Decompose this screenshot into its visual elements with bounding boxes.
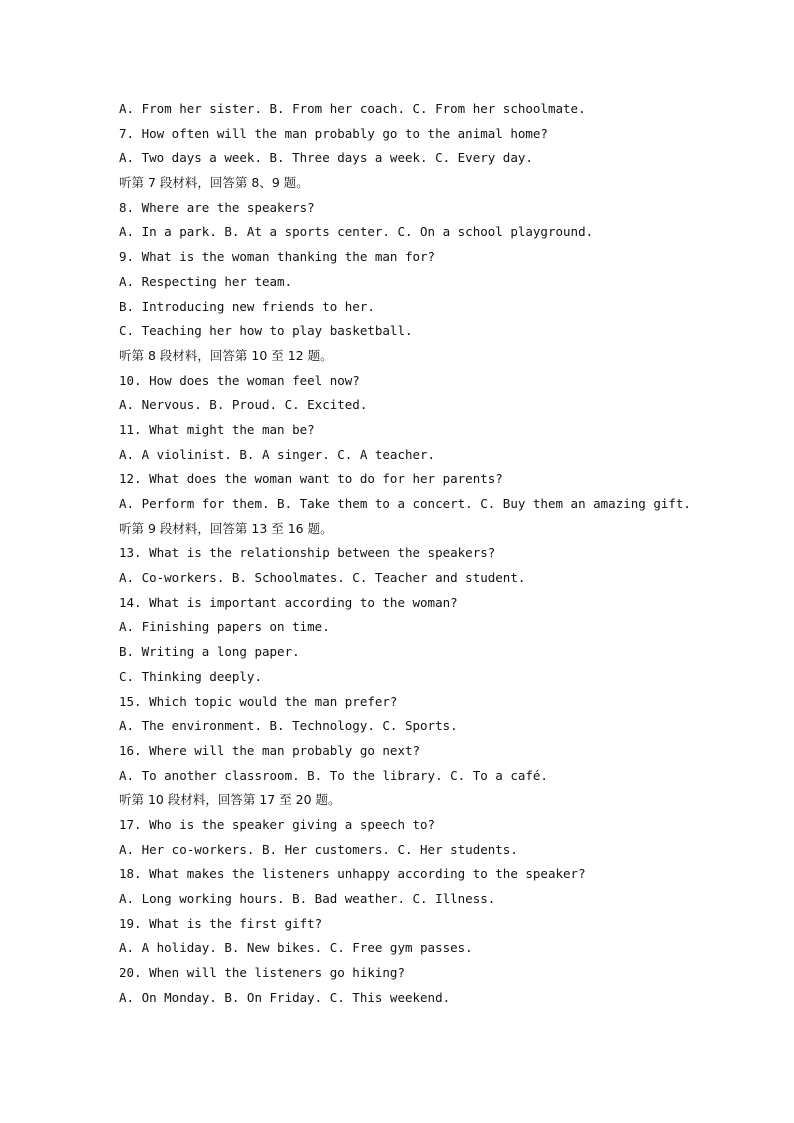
option-line: A. Nervous. B. Proud. C. Excited. — [119, 397, 368, 413]
option-line: A. Co-workers. B. Schoolmates. C. Teacher and student. — [119, 570, 526, 586]
option-line: A. The environment. B. Technology. C. Sports. — [119, 718, 458, 734]
option-line: A. Her co-workers. B. Her customers. C. Her students. — [119, 841, 518, 857]
question-line: 9. What is the woman thanking the man for? — [119, 249, 436, 265]
question-line: 12. What does the woman want to do for her parents? — [119, 471, 503, 487]
question-line: 8. Where are the speakers? — [119, 199, 315, 215]
question-line: 13. What is the relationship between the speakers? — [119, 545, 496, 561]
option-line: A. Two days a week. B. Three days a week. C. Every day. — [119, 150, 533, 166]
option-line: A. Finishing papers on time. — [119, 619, 330, 635]
option-line: B. Introducing new friends to her. — [119, 298, 375, 314]
question-line: 19. What is the first gift? — [119, 915, 323, 931]
option-line: A. Long working hours. B. Bad weather. C. Illness. — [119, 891, 496, 906]
option-line: B. Writing a long paper. — [119, 644, 300, 660]
option-line: A. A holiday. B. New bikes. C. Free gym passes. — [119, 940, 473, 956]
option-line: A. A violinist. B. A singer. C. A teacher. — [119, 446, 436, 462]
document-body — [119, 97, 719, 1010]
question-line: 18. What makes the listeners unhappy according to the speaker? — [119, 866, 586, 882]
question-line: 16. Where will the man probably go next? — [119, 742, 421, 758]
section-heading: 听第 7 段材料，回答第 8、9 题。 — [119, 175, 309, 191]
question-line: 10. How does the woman feel now? — [119, 372, 360, 388]
question-line: 14. What is important according to the woman? — [119, 594, 458, 610]
section-heading: 听第 8 段材料，回答第 10 至 12 题。 — [119, 347, 333, 363]
option-line: A. From her sister. B. From her coach. C. From her schoolmate. — [119, 101, 586, 116]
question-line: 20. When will the listeners go hiking? — [119, 965, 405, 981]
option-line: A. On Monday. B. On Friday. C. This weekend. — [119, 989, 451, 1005]
question-line: 11. What might the man be? — [119, 421, 315, 437]
question-line: 15. Which topic would the man prefer? — [119, 693, 398, 709]
section-heading: 听第 9 段材料，回答第 13 至 16 题。 — [119, 520, 333, 536]
option-line: A. In a park. B. At a sports center. C. On a school playground. — [119, 224, 594, 240]
question-line: 7. How often will the man probably go to the animal home? — [119, 125, 548, 141]
option-line: A. To another classroom. B. To the library. C. To a café. — [119, 767, 548, 783]
option-line: C. Teaching her how to play basketball. — [119, 323, 413, 339]
option-line: A. Respecting her team. — [119, 273, 293, 289]
option-line: A. Perform for them. B. Take them to a concert. C. Buy them an amazing gift. — [119, 496, 691, 511]
question-line: 17. Who is the speaker giving a speech to? — [119, 816, 436, 832]
section-heading: 听第 10 段材料，回答第 17 至 20 题。 — [119, 792, 341, 808]
option-line: C. Thinking deeply. — [119, 668, 262, 684]
